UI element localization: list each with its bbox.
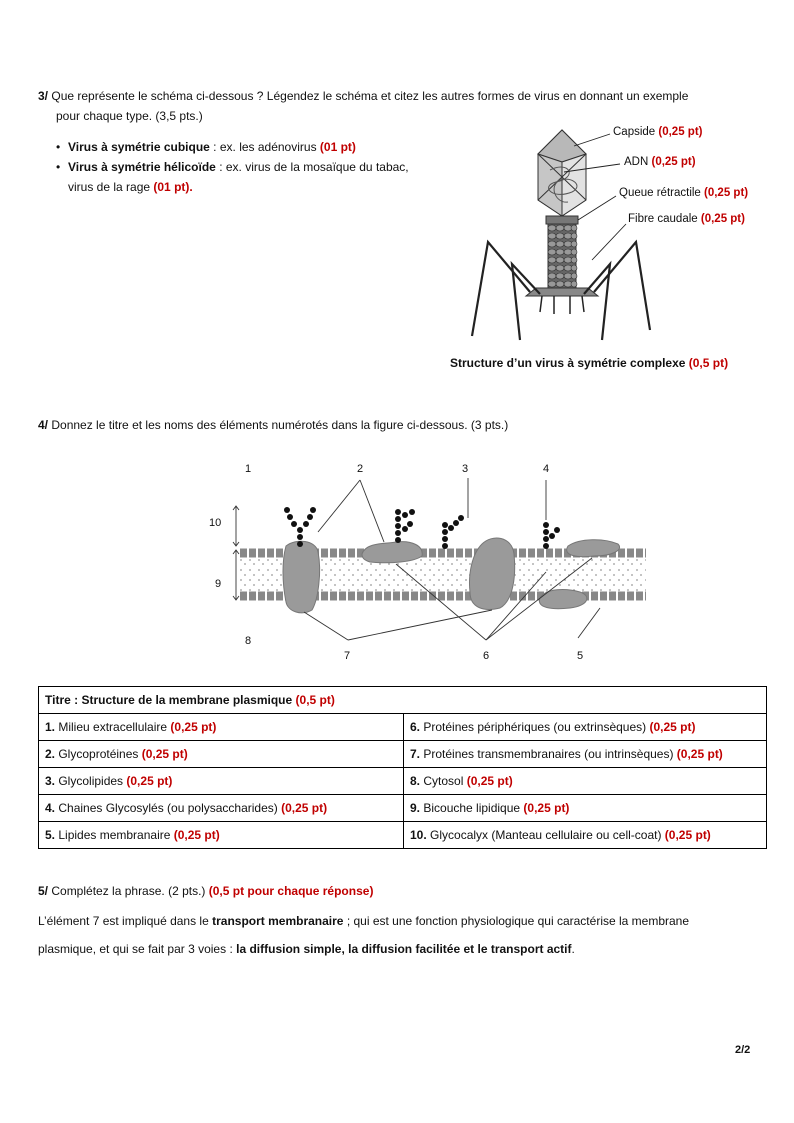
table-row	[39, 687, 767, 714]
collar-shape	[546, 216, 578, 224]
label-capside: Capside (0,25 pt)	[613, 126, 703, 138]
q5-answer-line2: plasmique, et qui se fait par 3 voies : la diffusion simple, la diffusion facilitée et le transport actif.	[38, 942, 575, 956]
page-number: 2/2	[735, 1044, 751, 1056]
table-row	[39, 822, 767, 849]
table-row	[39, 768, 767, 795]
q4-text: Donnez le titre et les noms des éléments numérotés dans la figure ci-dessous. (3 pts.)	[51, 418, 509, 432]
table-cell: 6. Protéines périphériques (ou extrinsèques) (0,25 pt)	[404, 714, 767, 741]
diagram-number-3: 3	[462, 463, 469, 475]
table-row	[39, 741, 767, 768]
q5-statement: 5/ Complétez la phrase. (2 pts.) (0,5 pt pour chaque réponse)	[38, 884, 374, 898]
label-fibre: Fibre caudale (0,25 pt)	[628, 213, 745, 225]
list-item: • Virus à symétrie hélicoïde : ex. virus de la mosaïque du tabac, virus de la rage (01 pt).	[56, 157, 409, 197]
glycan-chains	[284, 507, 560, 549]
membrane-answer-table	[38, 686, 767, 849]
table-cell: 4. Chaines Glycosylés (ou polysaccharides) (0,25 pt)	[39, 795, 404, 822]
q3-statement	[38, 89, 688, 103]
table-cell: 10. Glycocalyx (Manteau cellulaire ou cell-coat) (0,25 pt)	[404, 822, 767, 849]
bacteriophage-diagram	[460, 120, 780, 350]
diagram-number-8: 8	[245, 635, 252, 647]
phage-caption: Structure d’un virus à symétrie complexe (0,5 pt)	[450, 356, 729, 370]
table-cell: 2. Glycoprotéines (0,25 pt)	[39, 741, 404, 768]
diagram-number-1: 1	[245, 463, 252, 475]
list-item: • Virus à symétrie cubique : ex. les adénovirus (01 pt)	[56, 137, 409, 157]
diagram-number-6: 6	[483, 650, 490, 662]
table-title-cell: Titre : Structure de la membrane plasmique (0,5 pt)	[39, 687, 767, 714]
membrane-diagram	[200, 460, 660, 670]
table-cell: 9. Bicouche lipidique (0,25 pt)	[404, 795, 767, 822]
membrane-leader-lines	[304, 478, 600, 640]
diagram-number-2: 2	[357, 463, 364, 475]
dimension-arrows	[233, 506, 239, 600]
q4-statement	[38, 418, 508, 432]
q3-answer-list	[56, 137, 409, 197]
q3-text: Que représente le schéma ci-dessous ? Légendez le schéma et citez les autres formes de virus en donnant un exemple	[51, 89, 689, 103]
table-cell: 1. Milieu extracellulaire (0,25 pt)	[39, 714, 404, 741]
tail-sheath	[548, 224, 577, 288]
table-cell: 3. Glycolipides (0,25 pt)	[39, 768, 404, 795]
capsid-shape	[538, 130, 586, 216]
q3-number: 3/	[38, 89, 49, 103]
table-row	[39, 714, 767, 741]
tail-pins	[540, 296, 584, 314]
table-cell: 8. Cytosol (0,25 pt)	[404, 768, 767, 795]
table-cell: 5. Lipides membranaire (0,25 pt)	[39, 822, 404, 849]
diagram-number-5: 5	[577, 650, 584, 662]
q5-number: 5/	[38, 884, 49, 898]
diagram-number-10: 10	[209, 517, 222, 529]
table-row	[39, 795, 767, 822]
q3-text-line2: pour chaque type. (3,5 pts.)	[56, 109, 203, 123]
q4-number: 4/	[38, 418, 49, 432]
diagram-number-4: 4	[543, 463, 550, 475]
diagram-number-9: 9	[215, 578, 222, 590]
table-cell: 7. Protéines transmembranaires (ou intrinsèques) (0,25 pt)	[404, 741, 767, 768]
q5-answer-line1: L’élément 7 est impliqué dans le transport membranaire ; qui est une fonction physiologique qui caractérise la membrane	[38, 914, 690, 928]
diagram-number-7: 7	[344, 650, 351, 662]
label-adn: ADN (0,25 pt)	[624, 156, 696, 168]
label-queue: Queue rétractile (0,25 pt)	[619, 187, 749, 199]
